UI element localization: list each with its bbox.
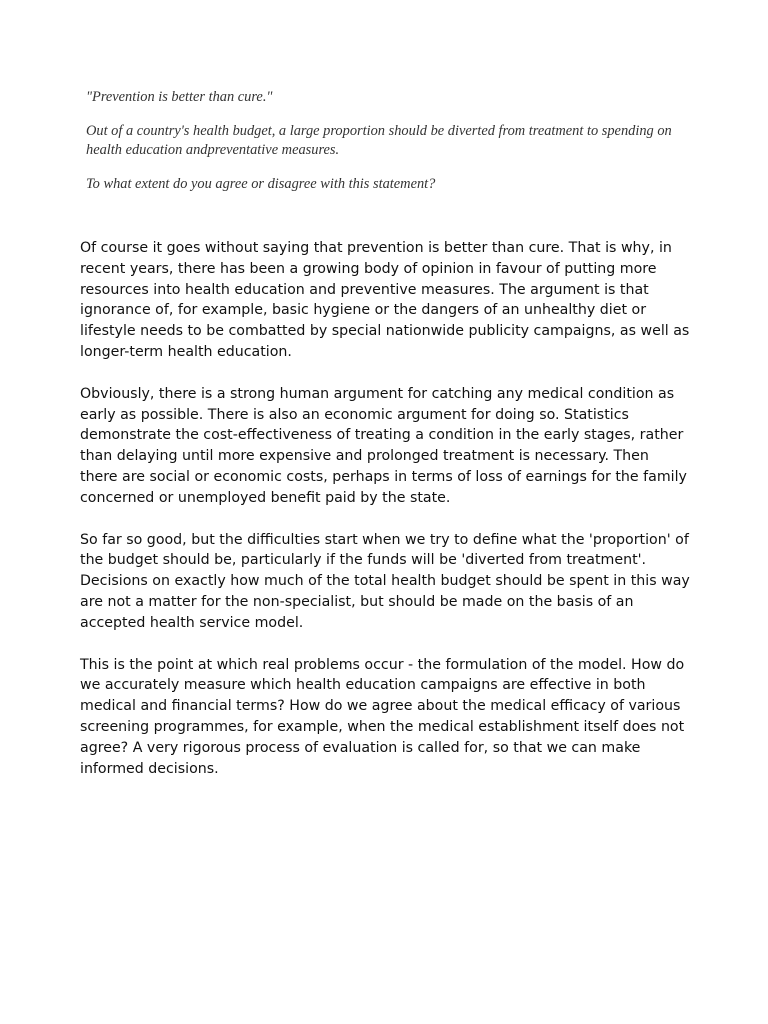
- essay-paragraph-3: So far so good, but the difficulties start when we try to define what the 'proportion' of the budget should be, particularly if the funds will be 'diverted from treatment'. Decisions on exactly how much of the total health budget should be spent in this way are not a matter for the non-specialist, but should be made on the basis of an accepted health service model.: [80, 531, 690, 631]
- essay-paragraph-1: Of course it goes without saying that prevention is better than cure. That is why, in recent years, there has been a growing body of opinion in favour of putting more resources into health education and preventive measures. The argument is that ignorance of, for example, basic hygiene or the dangers of an unhealthy diet or lifestyle needs to be combatted by special nationwide publicity campaigns, as well as longer-term health education.: [80, 240, 690, 360]
- essay-body: [80, 238, 690, 800]
- prompt-question: To what extent do you agree or disagree with this statement?: [86, 176, 436, 192]
- essay-paragraph-2: Obviously, there is a strong human argument for catching any medical condition as early as possible. There is also an economic argument for doing so. Statistics demonstrate the cost-effectiveness of treating a condition in the early stages, rather than delaying until more expensive and prolonged treatment is necessary. Then there are social or economic costs, perhaps in terms of loss of earnings for the family concerned or unemployed benefit paid by the state.: [80, 385, 687, 506]
- essay-prompt: [86, 88, 696, 209]
- prompt-quote: "Prevention is better than cure.": [86, 89, 273, 105]
- prompt-statement: Out of a country's health budget, a large proportion should be diverted from treatment to spending on health education andpreventative measures.: [86, 123, 672, 158]
- essay-paragraph-4: This is the point at which real problems occur - the formulation of the model. How do we accurately measure which health education campaigns are effective in both medical and financial terms? How do we agree about the medical efficacy of various screening programmes, for example, when the medical establishment itself does not agree? A very rigorous process of evaluation is called for, so that we can make informed decisions.: [80, 656, 685, 777]
